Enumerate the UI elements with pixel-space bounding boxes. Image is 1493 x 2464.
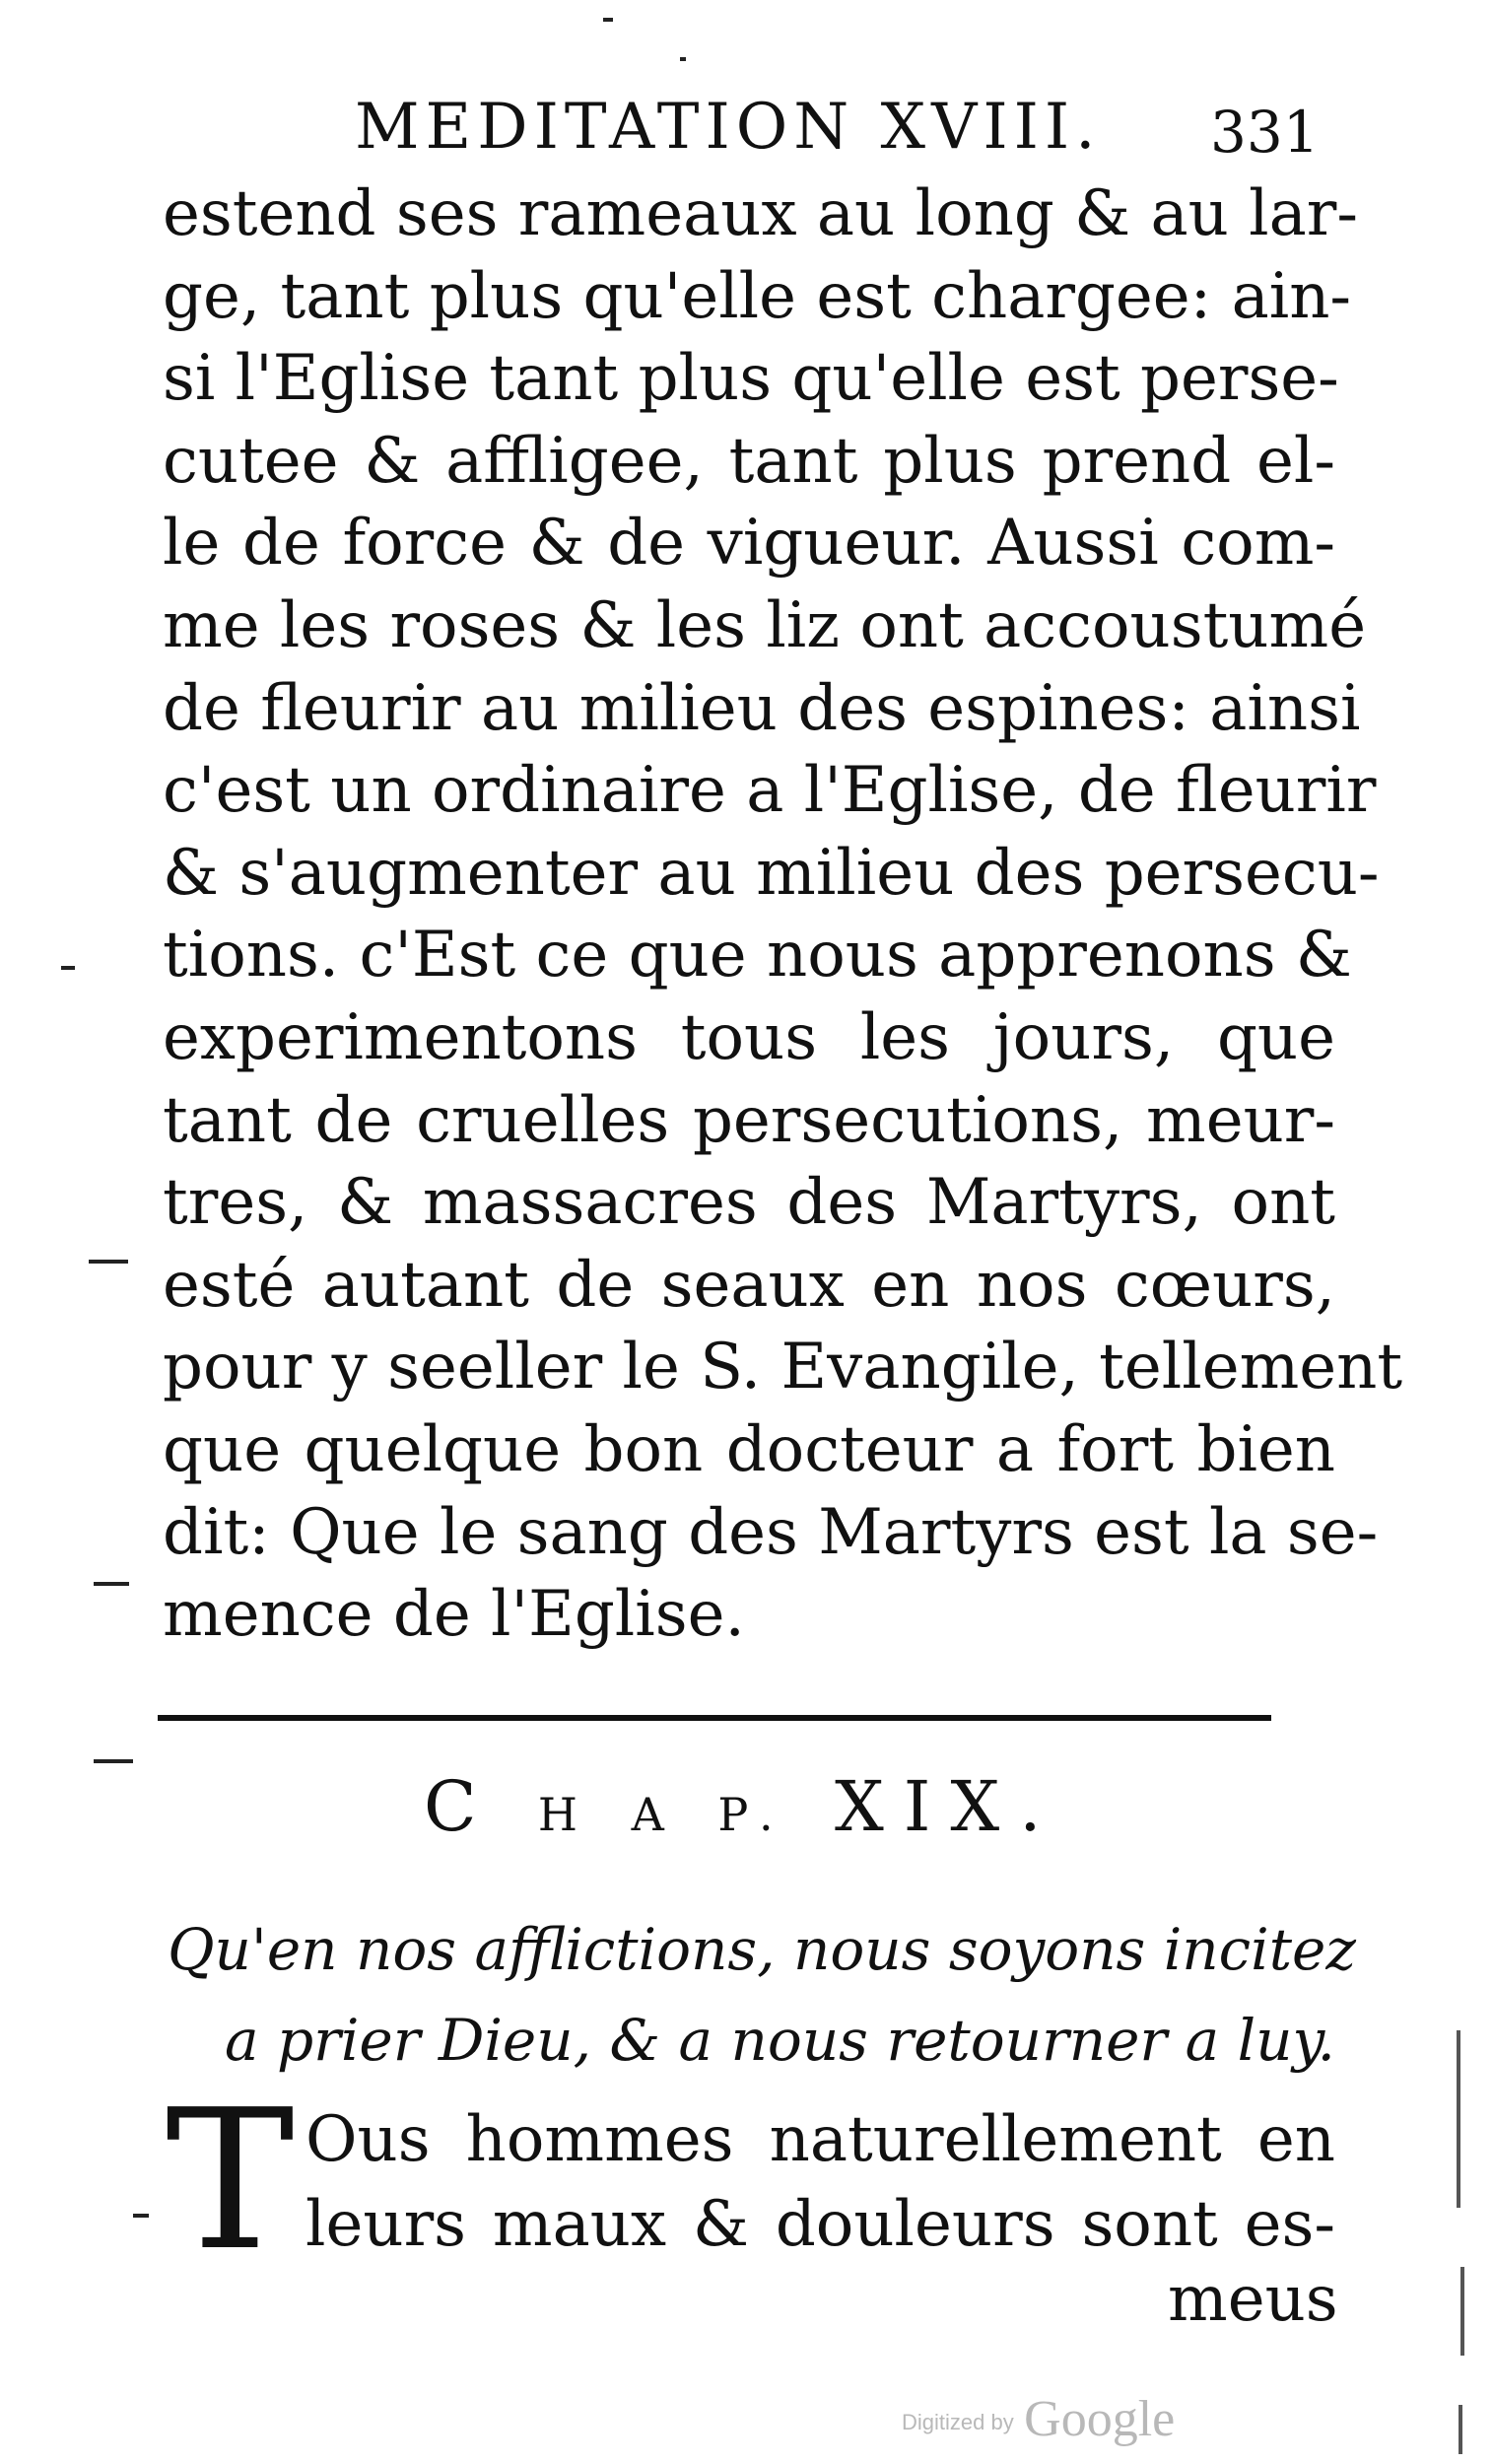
section-divider	[158, 1715, 1271, 1721]
text-line: de fleurir au milieu des espines: ainsi	[163, 671, 1361, 745]
text-line: leurs maux & douleurs sont es-	[305, 2188, 1335, 2261]
text-line: c'est un ordinaire a l'Eglise, de fleurir	[163, 754, 1377, 828]
text-line: tions. c'Est ce que nous apprenons &	[163, 919, 1352, 992]
scan-speck	[89, 1260, 128, 1264]
text-line: me les roses & les liz ont accoustumé	[163, 588, 1367, 662]
chapter-number: XIX.	[834, 1766, 1061, 1847]
text-line: dit: Que le sang des Martyrs est la se-	[163, 1495, 1379, 1569]
scan-speck	[133, 2214, 149, 2218]
chapter-title	[168, 1904, 1356, 2086]
text-line: Ous hommes naturellement en	[305, 2103, 1335, 2176]
running-head: MEDITATION XVIII.	[355, 91, 1102, 164]
scan-speck	[1459, 2405, 1462, 2454]
text-line: si l'Eglise tant plus qu'elle est perse-	[163, 342, 1339, 416]
text-line: mence de l'Eglise.	[163, 1578, 745, 1652]
scan-speck	[1460, 2267, 1464, 2356]
text-line: que quelque bon docteur a fort bien	[163, 1412, 1335, 1486]
chapter-heading-initial: C	[424, 1766, 497, 1847]
chapter-text	[305, 2097, 1335, 2267]
text-line: pour y seeller le S. Evangile, tellement	[163, 1331, 1403, 1404]
text-line: esté autant de seaux en nos cœurs,	[163, 1248, 1335, 1322]
drop-cap: T	[166, 2069, 295, 2293]
digitization-watermark	[902, 2390, 1175, 2448]
watermark-prefix: Digitized by	[902, 2410, 1014, 2434]
watermark-brand: Google	[1024, 2391, 1176, 2447]
scan-speck	[94, 1759, 133, 1763]
text-line: & s'augmenter au milieu des persecu-	[163, 836, 1380, 910]
page-number: 331	[1210, 99, 1320, 166]
text-line: estend ses rameaux au long & au lar-	[163, 177, 1358, 250]
text-line: tant de cruelles persecutions, meur-	[163, 1083, 1335, 1157]
scan-speck	[603, 18, 613, 22]
text-line: cutee & affligee, tant plus prend el-	[163, 424, 1335, 498]
text-line: ge, tant plus qu'elle est chargee: ain-	[163, 259, 1352, 333]
scan-speck	[61, 966, 75, 970]
catchword: meus	[1168, 2263, 1338, 2336]
chapter-heading	[424, 1766, 1061, 1847]
text-line: experimentons tous les jours, que	[163, 1000, 1335, 1074]
chapter-heading-smallcaps: H A P.	[537, 1788, 793, 1841]
scan-speck	[680, 57, 686, 61]
scan-speck	[1457, 2030, 1460, 2208]
scan-speck	[94, 1582, 129, 1586]
meditation-text	[163, 173, 1403, 1657]
text-line: tres, & massacres des Martyrs, ont	[163, 1166, 1335, 1240]
chapter-title-line: a prier Dieu, & a nous retourner a luy.	[224, 2007, 1335, 2074]
chapter-title-line: Qu'en nos afflictions, nous soyons incitez	[168, 1916, 1356, 1983]
text-line: le de force & de vigueur. Aussi com-	[163, 507, 1335, 581]
